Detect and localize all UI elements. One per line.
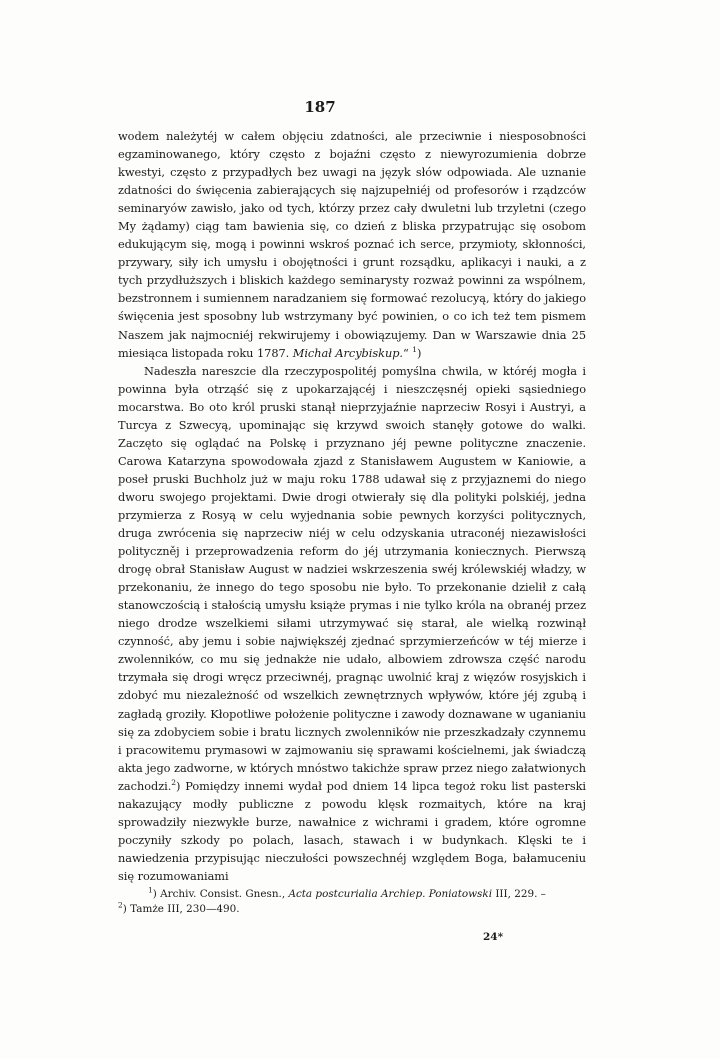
- paragraph-1-closing: “: [402, 345, 409, 360]
- paragraph-1-text: wodem należytéj w całem objęciu zdatności, ale przeciwnie i niesposobności egzaminowanego, który często z bojaźni często z niewyrozumienia dobrze kwestyi, często z przypadłych bez uwagi na język słów odpowiada. Ale uznanie zdatności do święcenia zabierających się najzupełniéj od profesorów i rządzców seminaryów zawisło, jako od tych, którzy przez cały dwuletni lub trzyletni (czego My żądamy) ciąg tam bawienia się, co dzień z bliska przypatrując się osobom edukującym się, mogą i powinni wskroś poznać ich serce, przymioty, skłonności, przywary, siły ich umysłu i obojętności i grunt rozsądku, aplikacyi i nauki, a z tych przydłuższych i bliskich każdego seminarysty rozważ powinni za wspólnem, bezstronnem i sumiennem naradzaniem się formować rezolucyą, który do jakiego święcenia jest sposobny lub wstrzymany być powinien, o co ich też tem pismem Naszem jak najmocniéj rekwirujemy i obowiązujemy. Dan w Warszawie dnia 25 miesiąca listopada roku 1787.: [118, 129, 586, 360]
- footnote-1-marker: 1: [148, 885, 153, 895]
- page-number: 187: [304, 98, 336, 116]
- footnote-1-italic: Acta postcurialia Archiep. Poniatowski: [288, 888, 493, 900]
- printer-signature-mark: 24*: [483, 931, 504, 943]
- footnote-1-text-a: Archiv. Consist. Gnesn.,: [156, 888, 289, 900]
- footnote-ref-1: 1: [412, 344, 418, 354]
- paragraph-2-text-a: Nadeszła nareszcie dla rzeczypospolitéj pomyślna chwila, w któréj mogła i powinna była otrząść się z upokarzającéj i nieszczęsnéj opieki sąsiedniego mocarstwa. Bo oto król pruski stanął nieprzyjaźnie naprzeciw Rosyi i Austryi, a Turcya z Szwecyą, upominając się krzywd swoich stanęły gotowe do walki. Zaczęto się oglądać na Polskę i przyznano jéj pewne polityczne znaczenie. Carowa Katarzyna spowodowała zjazd z Stanisławem Augustem w Kaniowie, a poseł pruski Buchholz już w maju roku 1788 udawał się z przyjaznemi do niego dworu swojego projektami. Dwie drogi otwierały się dla polityki polskiéj, jedna przymierza z Rosyą w celu wyjednania sobie pewnych korzyści politycznych, druga zwrócenia się naprzeciw niéj w celu odzyskania utraconéj niezawisłości polityczněj i przeprowadzenia reform do jéj utrzymania koniecznych. Pierwszą drogę obrał Stanisław August w nadziei wskrzeszenia swéj królewskiéj władzy, w przekonaniu, że innego do tego sposobu nie było. To przekonanie dzielił z całą stanowczością i stałością umysłu książe prymas i nie tylko króla na obranéj przez niego drodze wszelkiemi siłami utrzymywać się starał, ale wielką rozwinął czynność, aby jemu i sobie największéj zjednać sprzymierzeńców w téj mierze i zwolenników, co mu się jednakże nie udało, albowiem zdrowsza część narodu trzymała się drogi wręcz przeciwnéj, pragnąc uwolnić kraj z więzów rosyjskich i zdobyć mu niezależność od wszelkich zewnętrznych wpływów, które jéj zgubą i zagładą groziły. Kłopotliwe położenie polityczne i zawody doznawane w uganianiu się za zdobyciem sobie i bratu licznych zwolenników nie przeszkadzały czynnemu i pracowitemu prymasowi w zajmowaniu się sprawami kościelnemi, jak świadczą akta jego zadworne, w których mnóstwo takichże spraw przez niego załatwionych zachodzi.: [118, 363, 586, 793]
- footnotes: [118, 887, 586, 916]
- paragraph-1-signature: Michał Arcybiskup.: [292, 345, 403, 360]
- footnote-ref-2: 2: [171, 777, 176, 787]
- footnote-2-text: Tamże III, 230—490.: [126, 902, 240, 915]
- paragraph-2-text-b: Pomiędzy innemi wydał pod dniem 14 lipca tegoż roku list pasterski nakazujący modły publiczne z powodu klęsk rozmaitych, które na kraj sprowadziły niezwykłe burze, nawałnice z wichrami i gradem, które ogromne poczyniły szkody po polach, lasach, stawach i w budynkach. Klęski te i nawiedzenia przypisując nieczułości powszechnéj względem Boga, bałamuceniu się rozumowaniami: [118, 778, 586, 883]
- paragraph-2: Nadeszła nareszcie dla rzeczypospolitéj pomyślna chwila, w któréj mogła i powinna była otrząść się z upokarzającéj i nieszczęsnéj opieki sąsiedniego mocarstwa. Bo oto król pruski stanął nieprzyjaźnie naprzeciw Rosyi i Austryi, a Turcya z Szwecyą, upominając się krzywd swoich stanęły gotowe do walki. Zaczęto się oglądać na Polskę i przyznano jéj pewne polityczne znaczenie. Carowa Katarzyna spowodowała zjazd z Stanisławem Augustem w Kaniowie, a poseł pruski Buchholz już w maju roku 1788 udawał się z przyjaznemi do niego dworu swojego projektami. Dwie drogi otwierały się dla polityki polskiéj, jedna przymierza z Rosyą w celu wyjednania sobie pewnych korzyści politycznych, druga zwrócenia się naprzeciw niéj w celu odzyskania utraconéj niezawisłości polityczněj i przeprowadzenia reform do jéj utrzymania koniecznych. Pierwszą drogę obrał Stanisław August w nadziei wskrzeszenia swéj królewskiéj władzy, w przekonaniu, że innego do tego sposobu nie było. To przekonanie dzielił z całą stanowczością i stałością umysłu książe prymas i nie tylko króla na obranéj przez niego drodze wszelkiemi siłami utrzymywać się starał, ale wielką rozwinął czynność, aby jemu i sobie największéj zjednać sprzymierzeńców w téj mierze i zwolenników, co mu się jednakże nie udało, albowiem zdrowsza część narodu trzymała się drogi wręcz przeciwnéj, pragnąc uwolnić kraj z więzów rosyjskich i zdobyć mu niezależność od wszelkich zewnętrznych wpływów, które jéj zgubą i zagładą groziły. Kłopotliwe położenie polityczne i zawody doznawane w uganianiu się za zdobyciem sobie i bratu licznych zwolenników nie przeszkadzały czynnemu i pracowitemu prymasowi w zajmowaniu się sprawami kościelnemi, jak świadczą akta jego zadworne, w których mnóstwo takichże spraw przez niego załatwionych zachodzi.$^2$) Pomiędzy innemi wydał pod dniem 14 lipca tegoż roku list pasterski nakazujący modły publiczne z powodu klęsk rozmaitych, które na kraj sprowadziły niezwykłe burze, nawałnice z wichrami i gradem, które ogromne poczyniły szkody po polach, lasach, stawach i w budynkach. Klęski te i nawiedzenia przypisując nieczułości powszechnéj względem Boga, bałamuceniu się rozumowaniami: [118, 363, 586, 883]
- footnote-2-marker: 2: [118, 900, 123, 910]
- body-text: [118, 127, 586, 885]
- paragraph-1: wodem należytéj w całem objęciu zdatności, ale przeciwnie i niesposobności egzaminowanego, który często z bojaźni często z niewyrozumienia dobrze kwestyi, często z przypadłych bez uwagi na język słów odpowiada. Ale uznanie zdatności do święcenia zabierających się najzupełniéj od profesorów i rządzców seminaryów zawisło, jako od tych, którzy przez cały dwuletni lub trzyletni (czego My żądamy) ciąg tam bawienia się, co dzień z bliska przypatrując się osobom edukującym się, mogą i powinni wskroś poznać ich serce, przymioty, skłonności, przywary, siły ich umysłu i obojętności i grunt rozsądku, aplikacyi i nauki, a z tych przydłuższych i bliskich każdego seminarysty rozważ powinni za wspólnem, bezstronnem i sumiennem naradzaniem się formować rezolucyą, który do jakiego święcenia jest sposobny lub wstrzymany być powinien, o co ich też tem pismem Naszem jak najmocniéj rekwirujemy i obowiązujemy. Dan w Warszawie dnia 25 miesiąca listopada roku 1787. Michał Arcybiskup.“ $^1$): [118, 129, 586, 360]
- footnote-2: $^2$) Tamże III, 230—490.: [118, 900, 240, 915]
- footnote-1-text-b: III, 229. –: [492, 888, 546, 900]
- footnote-1: $^1$) Archiv. Consist. Gnesn., Acta postcurialia Archiep. Poniatowski III, 229. –: [148, 885, 546, 900]
